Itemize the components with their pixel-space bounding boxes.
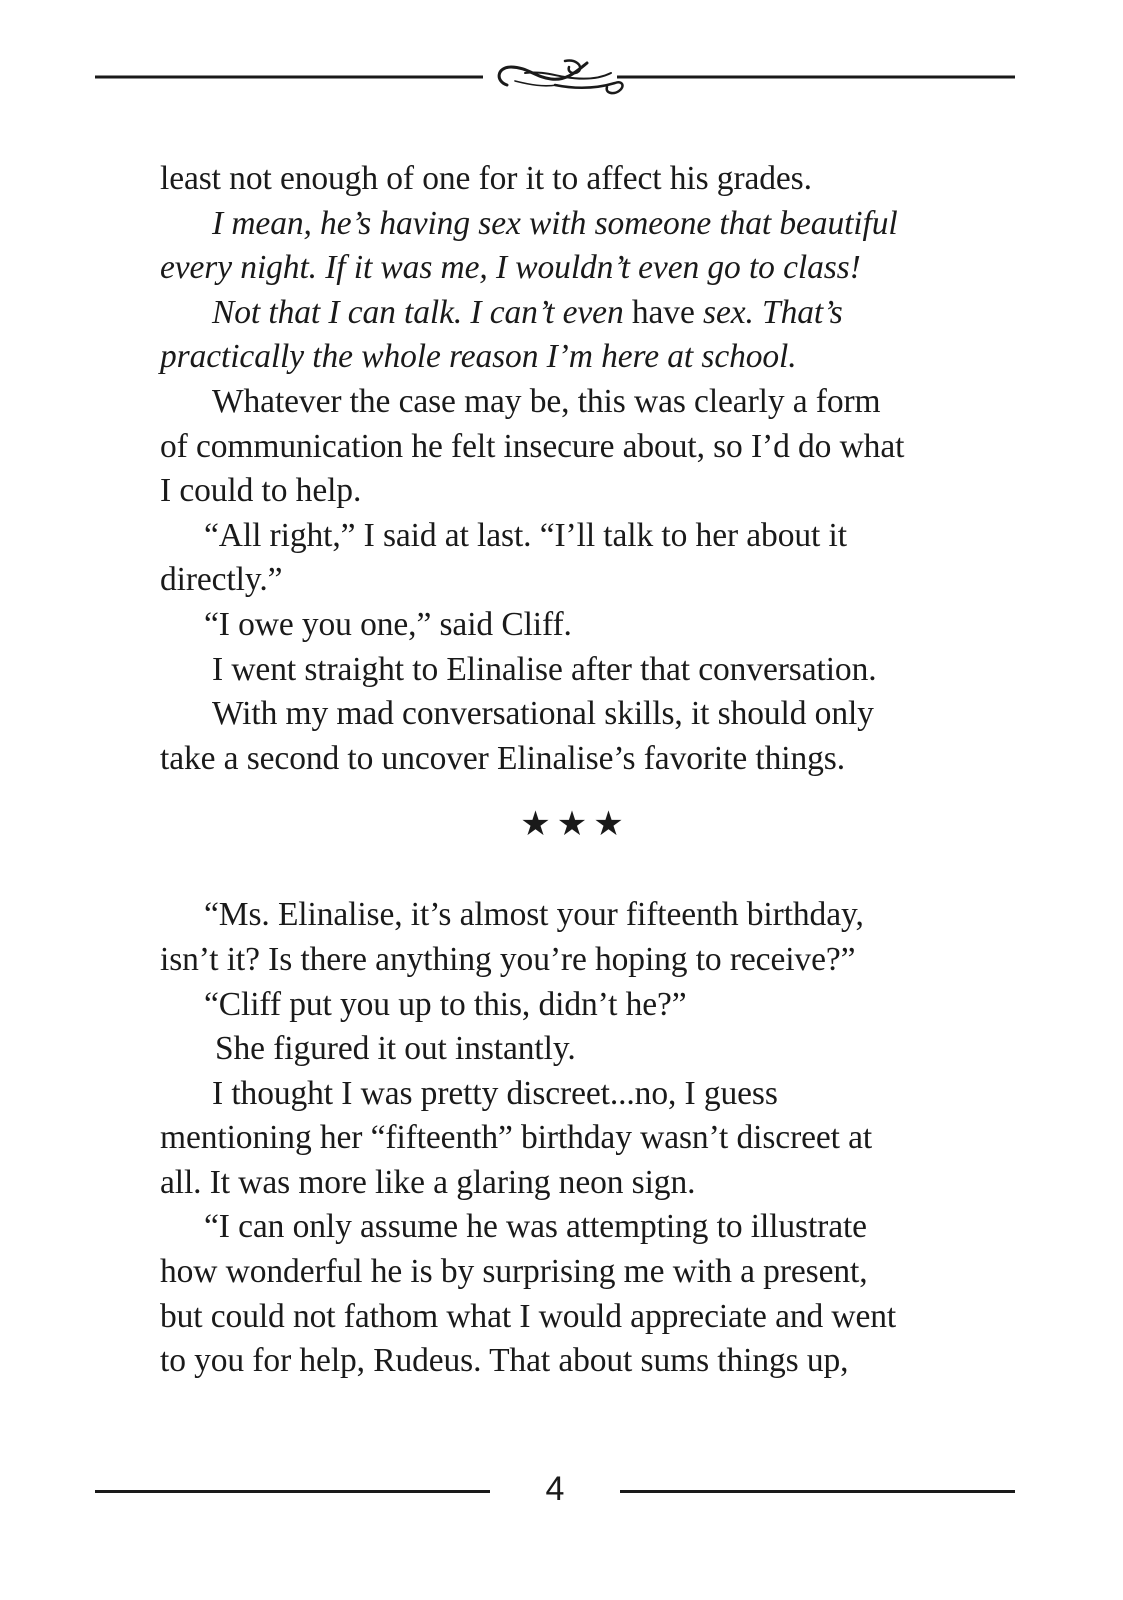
text-line — [160, 514, 990, 559]
text-run: of communication he felt insecure about, so I’d do what — [160, 427, 905, 465]
text-line — [160, 558, 990, 603]
text-run: “I can only assume he was attempting to illustrate — [204, 1208, 867, 1246]
text-run: least not enough of one for it to affect his grades. — [160, 160, 812, 197]
text-line — [160, 1116, 990, 1161]
text-block-before-break — [160, 157, 990, 781]
italic-text: sex. That’s — [694, 293, 843, 331]
italic-text: every night. If it was me, I wouldn’t even go to class! — [160, 249, 861, 287]
text-line — [160, 1161, 990, 1206]
italic-text: Not that I can talk. I can’t even — [212, 293, 632, 331]
text-line — [160, 291, 990, 336]
text-run: how wonderful he is by surprising me with a present, — [160, 1253, 868, 1291]
text-run: but could not fathom what I would appreciate and went — [160, 1297, 897, 1335]
text-line — [160, 893, 990, 938]
text-line — [160, 1205, 990, 1250]
text-run: “Cliff put you up to this, didn’t he?” — [204, 985, 687, 1023]
text-line — [160, 648, 990, 693]
text-run: directly.” — [160, 561, 283, 599]
text-run: have — [631, 293, 695, 331]
text-run: I went straight to Elinalise after that conversation. — [212, 650, 877, 688]
flourish-scroll-icon — [95, 55, 1015, 105]
footer-rule-right — [620, 1490, 1015, 1493]
footer-rule-left — [95, 1490, 490, 1493]
italic-text: I mean, he’s having sex with someone that beautiful — [212, 204, 898, 242]
text-line — [160, 202, 990, 247]
text-line — [160, 335, 990, 380]
text-line — [160, 983, 990, 1028]
text-run: With my mad conversational skills, it should only — [212, 695, 874, 733]
text-run: to you for help, Rudeus. That about sums things up, — [160, 1342, 849, 1380]
text-line — [160, 737, 990, 782]
text-line — [160, 1250, 990, 1295]
text-line — [160, 1339, 990, 1384]
text-line — [160, 469, 990, 514]
text-run: all. It was more like a glaring neon sign. — [160, 1163, 696, 1201]
text-line — [160, 246, 990, 291]
text-run: I thought I was pretty discreet...no, I guess — [212, 1074, 778, 1112]
text-run: I could to help. — [160, 472, 362, 510]
scene-break-stars: ★★★ — [520, 804, 630, 845]
text-run: “All right,” I said at last. “I’ll talk to her about it — [204, 516, 847, 554]
text-run: “Ms. Elinalise, it’s almost your fifteenth birthday, — [204, 896, 864, 934]
text-run: mentioning her “fifteenth” birthday wasn’t discreet at — [160, 1119, 873, 1157]
italic-text: practically the whole reason I’m here at school. — [160, 338, 797, 376]
text-run: Whatever the case may be, this was clearly a form — [212, 382, 881, 420]
text-line — [160, 380, 990, 425]
page-body-text — [160, 157, 990, 1384]
text-line — [160, 603, 990, 648]
text-block-after-break — [160, 893, 990, 1384]
text-line — [160, 1027, 990, 1072]
page-footer — [95, 1466, 1015, 1516]
text-run: take a second to uncover Elinalise’s favorite things. — [160, 739, 845, 777]
text-line — [160, 425, 990, 470]
text-line — [160, 1072, 990, 1117]
text-line — [160, 1295, 990, 1340]
text-run: She figured it out instantly. — [215, 1030, 576, 1068]
text-run: isn’t it? Is there anything you’re hoping to receive?” — [160, 940, 856, 978]
text-run: “I owe you one,” said Cliff. — [204, 605, 572, 643]
page-number: 4 — [545, 1470, 565, 1508]
text-line — [160, 692, 990, 737]
text-line — [160, 938, 990, 983]
text-line — [160, 157, 990, 202]
